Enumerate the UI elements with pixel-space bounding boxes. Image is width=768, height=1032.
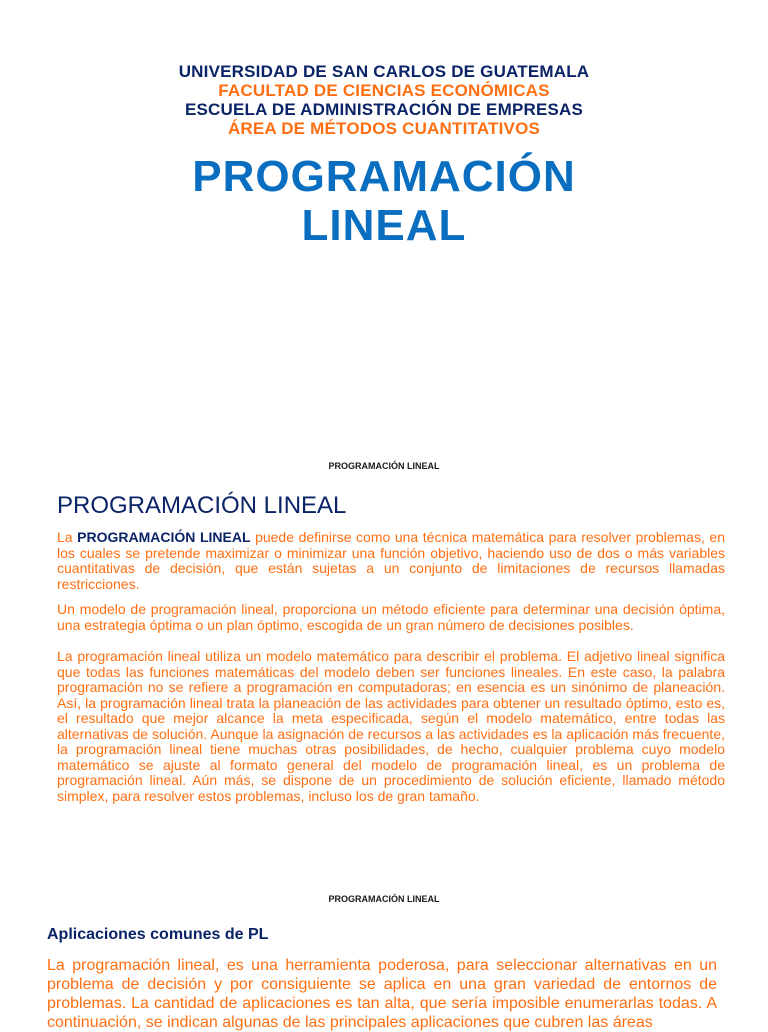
cover-header [0, 62, 768, 138]
slide3-running-head: PROGRAMACIÓN LINEAL [328, 894, 440, 904]
slide2-paragraph-2: Un modelo de programación lineal, proporciona un método eficiente para determinar una decisión óptima, una estrategia óptima o un plan óptimo, escogida de un gran número de decisiones posibles. [57, 601, 725, 633]
p1-lead: La [57, 529, 78, 545]
school-name: ESCUELA DE ADMINISTRACIÓN DE EMPRESAS [184, 100, 584, 119]
area-name: ÁREA DE MÉTODOS CUANTITATIVOS [227, 119, 541, 138]
university-name: UNIVERSIDAD DE SAN CARLOS DE GUATEMALA [178, 62, 590, 81]
p1-bold-term: PROGRAMACIÓN LINEAL [77, 529, 251, 545]
p1-rest: puede definirse como una técnica matemática para resolver problemas, en los cuales se pretende maximizar o minimizar una función objetivo, haciendo uso de dos o más variables cuantitativas de decisión, que están sujetas a un conjunto de limitaciones de recursos llamadas restricciones. [57, 529, 725, 592]
cover-title-line1: PROGRAMACIÓN [192, 152, 576, 201]
slide2-running-head: PROGRAMACIÓN LINEAL [328, 461, 440, 471]
cover-title [0, 152, 768, 250]
slide3-paragraph-1: La programación lineal, es una herramienta poderosa, para seleccionar alternativas en un problema de decisión y por consiguiente se aplica en una gran variedad de entornos de problemas. La cantidad de aplicaciones es tan alta, que sería imposible enumerarlas todas. A continuación, se indican algunas de las principales aplicaciones que cubren las áreas [47, 957, 717, 1031]
slide3-heading: Aplicaciones comunes de PL [47, 926, 269, 943]
slide2-paragraph-3: La programación lineal utiliza un modelo matemático para describir el problema. El adjetivo lineal significa que todas las funciones matemáticas del modelo deben ser funciones lineales. En este caso, la palabra programación no se refiere a programación en computadoras; en esencia es un sinónimo de planeación. Así, la programación lineal trata la planeación de las actividades para obtener un resultado óptimo, esto es, el resultado que mejor alcance la meta especificada, según el modelo matemático, entre todas las alternativas de solución. Aunque la asignación de recursos a las actividades es la aplicación más frecuente, la programación lineal tiene muchas otras posibilidades, de hecho, cualquier problema cuyo modelo matemático se ajuste al formato general del modelo de programación lineal, es un problema de programación lineal. Aún más, se dispone de un procedimiento de solución eficiente, llamado método simplex, para resolver estos problemas, incluso los de gran tamaño. [57, 648, 725, 804]
faculty-name: FACULTAD DE CIENCIAS ECONÓMICAS [218, 81, 550, 100]
slide2-title: PROGRAMACIÓN LINEAL [57, 492, 347, 519]
slide2-paragraph-1 [57, 530, 725, 592]
cover-title-line2: LINEAL [301, 201, 467, 250]
